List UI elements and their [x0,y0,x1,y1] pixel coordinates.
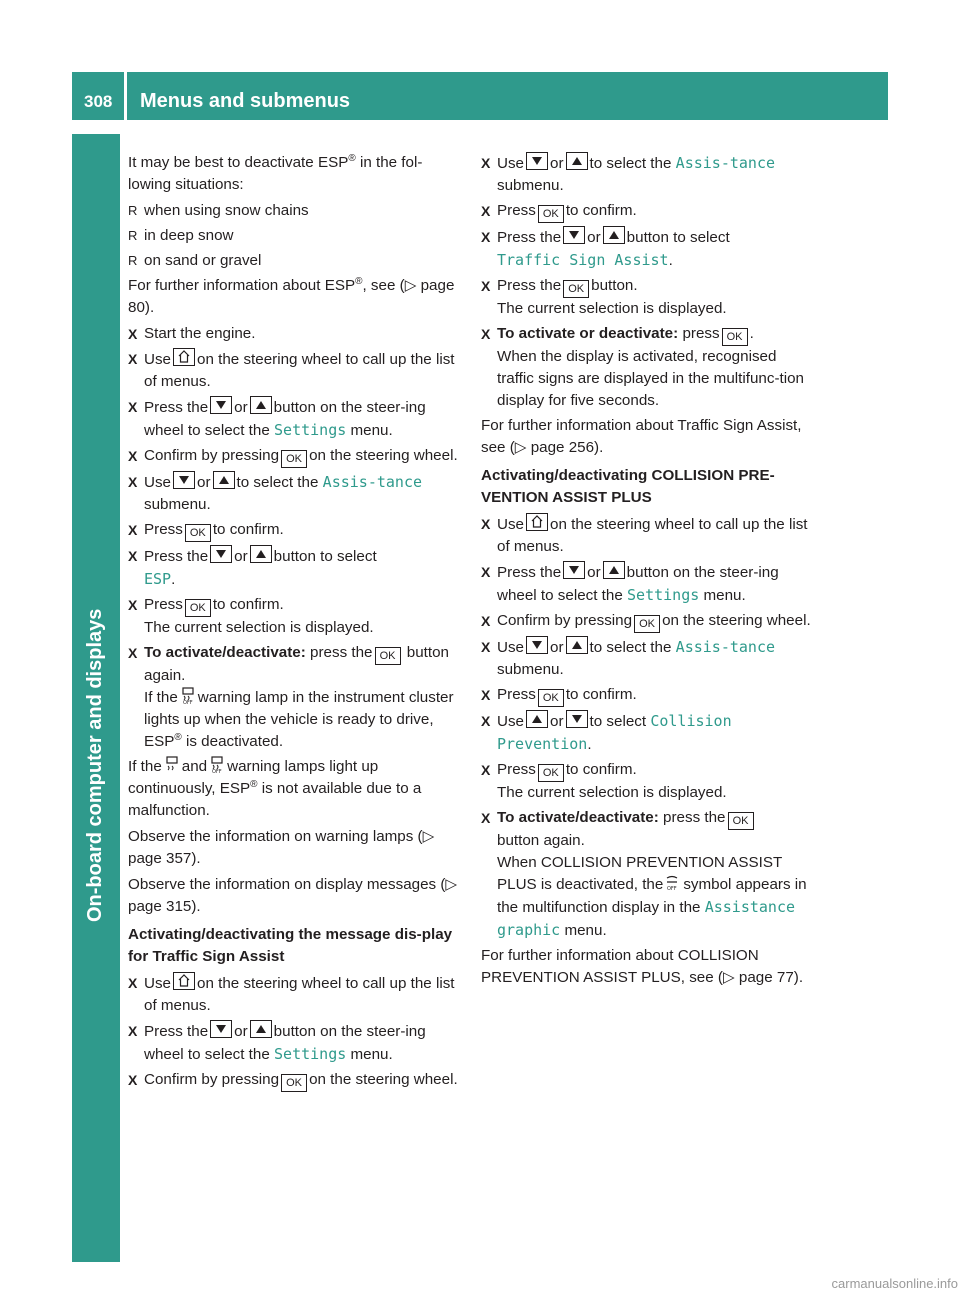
text: or [234,399,248,416]
page-link[interactable]: page 357). [128,850,201,867]
text: on the steering wheel to call up the list of menus. [144,351,455,390]
arrow-down-icon [210,1020,232,1038]
text: button. [591,277,638,294]
step [128,545,464,591]
text: submenu. [144,496,211,513]
arrow-up-icon [526,710,548,728]
text: button again. [144,644,449,684]
ok-key-icon: OK [728,812,754,830]
text: on the steering wheel. [309,1071,458,1088]
ok-key-icon: OK [538,205,564,223]
text: Press [144,521,183,538]
text: . [171,571,176,588]
arrow-down-icon [526,152,548,170]
ok-key-icon: OK [281,1074,307,1092]
menu-name: Settings [274,1045,347,1063]
step-label: To activate/deactivate: [144,644,306,661]
registered-mark: ® [348,152,356,164]
text: to select the [589,155,672,172]
svg-text:OFF: OFF [667,886,678,892]
list-item: R on sand or gravel [128,250,464,272]
text: button on the steer-ing wheel to select the [497,564,779,604]
home-icon [526,513,548,531]
esp-off-warning-icon [209,756,225,774]
text: to select the [236,474,319,491]
ok-key-icon: OK [634,615,660,633]
text: or [550,639,564,656]
paragraph [128,874,464,918]
text: For further information about ESP [128,277,356,294]
step [481,226,817,272]
step [481,684,817,707]
page-ref-arrow-icon: ▷ [404,277,417,294]
page-link[interactable]: page 77). [738,969,804,986]
text: If the [144,689,178,706]
left-column [128,152,464,1095]
header-divider [124,72,127,120]
text: symbol appears in the multifunction display in the [497,876,807,916]
step [128,1020,464,1066]
text: to confirm. [565,761,637,778]
text: or [234,1023,248,1040]
section-sidebar-label: On-board computer and displays [84,608,106,922]
text: to confirm. [565,686,637,703]
page-ref-arrow-icon: ▷ [514,439,527,456]
step-label: To activate/deactivate: [497,809,659,826]
text: menu. [564,922,607,939]
text: Use [144,975,172,992]
registered-mark: ® [174,731,182,743]
text: on the steering wheel to call up the list of menus. [497,516,808,555]
step [128,519,464,542]
ok-key-icon: OK [185,524,211,542]
text: Press the [144,1023,209,1040]
text: submenu. [497,661,564,678]
menu-name: Assis‐tance [322,473,423,491]
home-icon [173,348,195,366]
menu-name: ESP [144,570,172,588]
menu-name: Assis‐tance [675,154,776,172]
paragraph [128,275,464,319]
list-item: R when using snow chains [128,200,464,222]
ok-key-icon: OK [538,689,564,707]
text: in the fol-lowing situations: [128,154,423,193]
text: on the steering wheel. [309,447,458,464]
esp-warning-icon [164,756,180,774]
step [481,610,817,633]
esp-off-warning-icon [180,687,196,705]
step [481,636,817,681]
step [481,759,817,804]
text: to select [589,713,647,730]
text: Confirm by pressing [497,612,633,629]
text: Confirm by pressing [144,447,280,464]
text: It may be best to deactivate ESP [128,154,349,171]
paragraph [128,756,464,822]
text: Press the [497,277,562,294]
arrow-down-icon [563,226,585,244]
text: warning lamps light up continuously, ESP [128,758,379,797]
arrow-up-icon [250,545,272,563]
text: Use [497,155,525,172]
step [128,445,464,468]
text: . [749,325,754,342]
text: button on the steer-ing wheel to select the [144,399,426,439]
paragraph [128,152,464,196]
text: press [682,325,720,342]
collision-assist-off-icon [665,874,681,892]
paragraph [481,945,817,989]
arrow-down-icon [566,710,588,728]
text: press the [310,644,373,661]
text: Use [497,516,525,533]
page-link[interactable]: page 315). [128,898,201,915]
text: menu. [703,587,746,604]
text: Observe the information on display messages ( [128,876,446,893]
ok-key-icon: OK [563,280,589,298]
text: or [550,155,564,172]
page-title: Menus and submenus [140,90,351,112]
menu-name: Settings [274,421,347,439]
text: to confirm. [212,596,284,613]
section-heading: Activating/deactivating COLLISION PRE-VENTION ASSIST PLUS [481,467,775,506]
registered-mark: ® [355,275,363,287]
step [481,561,817,607]
text: and [181,758,208,775]
text: . [668,252,673,269]
arrow-up-icon [566,636,588,654]
arrow-up-icon [603,561,625,579]
step [481,710,817,756]
text: button to select [273,548,377,565]
text: Press [497,761,536,778]
text: button again. [497,832,585,849]
text: or [550,713,564,730]
menu-name: Collision Prevention [497,712,732,753]
list-item: R in deep snow [128,225,464,247]
menu-name: Traffic Sign Assist [497,251,669,269]
text: Press [497,686,536,703]
text: to confirm. [565,202,637,219]
text: Observe the information on warning lamps ( [128,828,423,845]
step [481,513,817,558]
ok-key-icon: OK [375,647,401,665]
text: The current selection is displayed. [144,619,374,636]
right-column [481,152,817,993]
arrow-down-icon [173,471,195,489]
text: is deactivated. [181,733,284,750]
text: If the [128,758,162,775]
arrow-up-icon [566,152,588,170]
page-link[interactable]: page 80). [128,277,455,316]
text: The current selection is displayed. [497,300,727,317]
text: The current selection is displayed. [497,784,727,801]
text: , see ( [362,277,405,294]
step [128,396,464,442]
arrow-up-icon [250,396,272,414]
ok-key-icon: OK [281,450,307,468]
paragraph [481,415,817,459]
page-number: 308 [84,92,113,111]
step [128,1069,464,1092]
text: When COLLISION PREVENTION ASSIST PLUS is deactivated, the [497,854,782,893]
step [128,972,464,1017]
text: on the steering wheel to call up the list of menus. [144,975,455,1014]
text: or [587,564,601,581]
step: X Start the engine. [128,323,464,345]
text: Press the [144,548,209,565]
svg-text:OFF: OFF [182,700,193,705]
arrow-down-icon [210,545,232,563]
menu-name: Settings [627,586,700,604]
text: Press the [497,229,562,246]
page-ref-arrow-icon: ▷ [445,876,458,893]
step [481,323,817,412]
text: For further information about Traffic Sign Assist, see ( [481,417,802,456]
text: Confirm by pressing [144,1071,280,1088]
ok-key-icon: OK [185,599,211,617]
text: Press the [144,399,209,416]
arrow-down-icon [210,396,232,414]
text: Use [497,639,525,656]
arrow-up-icon [250,1020,272,1038]
arrow-down-icon [526,636,548,654]
page-ref-arrow-icon: ▷ [422,828,435,845]
ok-key-icon: OK [722,328,748,346]
text: Use [497,713,525,730]
text: button on the steer-ing wheel to select the [144,1023,426,1063]
text: or [197,474,211,491]
arrow-down-icon [563,561,585,579]
section-heading: Activating/deactivating the message dis-play for Traffic Sign Assist [128,926,453,965]
text: or [234,548,248,565]
text: submenu. [497,177,564,194]
menu-name: Assis‐tance [675,638,776,656]
step [128,642,464,753]
text: or [587,229,601,246]
ok-key-icon: OK [538,764,564,782]
text: Use [144,474,172,491]
text: menu. [350,1046,393,1063]
text: menu. [350,422,393,439]
footer-watermark[interactable]: carmanualsonline.info [831,1276,958,1291]
page-ref-arrow-icon: ▷ [722,969,735,986]
text: to select the [589,639,672,656]
text: to confirm. [212,521,284,538]
step [481,200,817,223]
text: Use [144,351,172,368]
text: button to select [626,229,730,246]
registered-mark: ® [250,778,258,790]
text: Press the [497,564,562,581]
text: is not available due to a malfunction. [128,780,422,819]
text: Press [497,202,536,219]
text: . [587,736,592,753]
text: warning lamp in the instrument cluster lights up when the vehicle is ready to drive, ESP [144,689,454,750]
step [128,594,464,639]
menu-name: Assistance graphic [497,898,796,939]
step-label: To activate or deactivate: [497,325,679,342]
home-icon [173,972,195,990]
svg-text:OFF: OFF [212,769,222,774]
paragraph [128,826,464,870]
arrow-up-icon [603,226,625,244]
step [481,275,817,320]
text: press the [663,809,726,826]
text: on the steering wheel. [662,612,811,629]
page-link[interactable]: page 256). [530,439,604,456]
text: Press [144,596,183,613]
arrow-up-icon [213,471,235,489]
text: When the display is activated, recognised traffic signs are displayed in the multifunc-tion display for five seconds. [497,348,804,409]
step [481,152,817,197]
text: For further information about COLLISION PREVENTION ASSIST PLUS, see ( [481,947,759,986]
step [128,348,464,393]
step [128,471,464,516]
step [481,807,817,942]
